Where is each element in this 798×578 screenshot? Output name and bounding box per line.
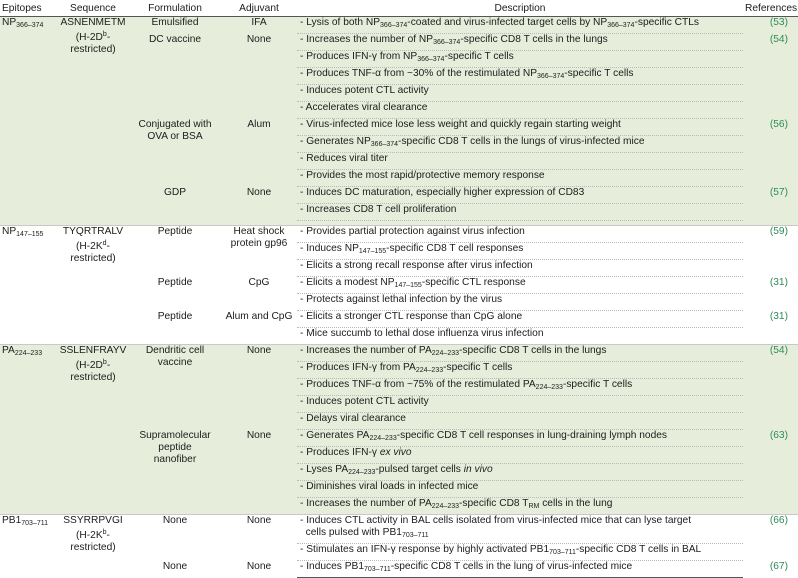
desc-sub: 224–233: [431, 350, 460, 357]
formulation-cell: Peptide: [129, 226, 221, 277]
desc-text: - Increases the number of PA: [300, 345, 432, 356]
adjuvant-cell: None: [246, 560, 272, 572]
reference-cell[interactable]: (31): [769, 310, 788, 322]
desc-text: - Induces CTL activity in BAL cells isolated from virus-infected mice that can lyse target: [300, 515, 692, 526]
adjuvant-cell: CpG: [248, 276, 270, 288]
restriction-text: (H-2K: [76, 530, 103, 541]
header-formulation: Formulation: [129, 0, 221, 17]
description-cell: [297, 447, 743, 464]
desc-text: - Produces TNF-α from ~75% of the restimulated PA: [300, 379, 536, 390]
desc-sub: 366–374: [417, 56, 445, 63]
sequence-code: TYQRTRALV: [62, 226, 124, 237]
desc-text: -specific CD8 T cells in the lungs: [460, 34, 608, 45]
formulation-cell: Peptide: [157, 276, 193, 288]
restriction-word: restricted): [70, 44, 116, 55]
formulation-cell: Peptide: [157, 310, 193, 322]
desc-text: -specific CD8 T cells in BAL: [575, 544, 702, 555]
description-cell: [297, 277, 743, 294]
restriction-dash: -: [106, 241, 110, 252]
desc-text: - Induces NP: [300, 243, 359, 254]
header-adjuvant: Adjuvant: [221, 0, 297, 17]
restriction-text: (H-2D: [75, 360, 103, 371]
description-cell: - Elicits a strong recall response after virus infection: [297, 260, 743, 277]
epitope-subscript: 147–155: [16, 231, 44, 238]
reference-link[interactable]: 63: [773, 429, 785, 441]
adjuvant-line: protein gp96: [230, 238, 288, 249]
adjuvant-cell: None: [221, 34, 297, 119]
description-cell: - Reduces viral titer: [297, 153, 743, 170]
formulation-cell: GDP: [129, 187, 221, 221]
epitope-cell: [0, 17, 57, 226]
sequence-cell: [57, 515, 129, 578]
adjuvant-line: Heat shock: [233, 226, 285, 237]
desc-text: -specific T cells: [443, 362, 513, 373]
reference-link[interactable]: 54: [773, 33, 785, 45]
desc-text: - Generates NP: [300, 136, 371, 147]
header-row: [0, 0, 798, 17]
desc-text: -specific CD8 T cells in the lungs: [459, 345, 607, 356]
formulation-line: Conjugated with: [138, 118, 212, 130]
sequence-cell: [57, 17, 129, 226]
desc-text: - Increases the number of PA: [300, 498, 432, 509]
desc-text: cells pulsed with PB1: [305, 527, 402, 538]
description-cell: - Elicits a stronger CTL response than CpG alone: [297, 311, 743, 328]
formulation-line: OVA or BSA: [147, 130, 203, 142]
sequence-cell: [57, 226, 129, 345]
desc-text: -specific T cells: [562, 379, 633, 390]
restriction-sup: b: [102, 529, 107, 536]
adjuvant-cell: Alum and CpG: [225, 310, 293, 322]
sequence-code: SSYRRPVGI: [63, 515, 123, 526]
desc-sub: 703–711: [364, 566, 391, 573]
description-cell: - Protects against lethal infection by the virus: [297, 294, 743, 311]
epitope-subscript: 703–711: [21, 520, 48, 527]
table-row: [0, 17, 798, 34]
epitope-subscript: 366–374: [16, 22, 44, 29]
desc-text: -specific CD8 T cells in the lungs of virus-infected mice: [398, 136, 645, 147]
description-cell: [297, 68, 743, 85]
desc-sub: 147–155: [358, 248, 387, 255]
restriction-sup: b: [102, 359, 107, 366]
formulation-cell: [129, 119, 221, 187]
restriction-dash: -: [106, 530, 110, 541]
description-cell: - Provides the most rapid/protective memory response: [297, 170, 743, 187]
restriction-line: [59, 238, 127, 253]
reference-cell[interactable]: (56): [743, 119, 798, 187]
desc-sub: 366–374: [433, 39, 461, 46]
formulation-line: Supramolecular: [139, 429, 211, 441]
desc-sub: 366–374: [380, 22, 408, 29]
formulation-line: vaccine: [157, 357, 193, 368]
header-references: References: [743, 0, 798, 17]
description-cell: [297, 379, 743, 396]
desc-text: - Stimulates an IFN-γ response by highly activated PB1: [300, 544, 550, 555]
desc-text: -specific CD8 T cells in the lung of virus-infected mice: [390, 561, 633, 572]
epitope-cell: [0, 345, 57, 515]
description-cell: - Provides partial protection against virus infection: [297, 226, 743, 243]
description-cell: - Virus-infected mice lose less weight and quickly regain starting weight: [297, 119, 743, 136]
desc-text: - Increases the number of NP: [300, 34, 434, 45]
restriction-word: restricted): [70, 253, 116, 264]
description-cell: [297, 561, 743, 578]
reference-link[interactable]: 53: [773, 17, 785, 28]
restriction-word: restricted): [70, 372, 116, 383]
desc-text: - Produces IFN-γ: [300, 447, 380, 458]
desc-text: - Induces PB1: [300, 561, 364, 572]
reference-cell[interactable]: (31): [769, 276, 788, 288]
epitope-name: PA: [2, 345, 15, 356]
restriction-text: (H-2K: [76, 241, 103, 252]
adjuvant-cell: IFA: [221, 17, 297, 34]
description-cell: [297, 34, 743, 51]
formulation-cell: [129, 430, 221, 515]
reference-cell[interactable]: (53): [743, 17, 798, 34]
reference-cell[interactable]: (66): [743, 515, 798, 561]
formulation-cell: None: [162, 560, 188, 572]
description-cell: [297, 136, 743, 153]
formulation-cell: Emulsified: [129, 17, 221, 34]
desc-line: [300, 527, 741, 542]
description-cell: - Diminishes viral loads in infected mice: [297, 481, 743, 498]
adjuvant-cell: None: [221, 515, 297, 561]
reference-cell[interactable]: (57): [743, 187, 798, 221]
description-cell: [297, 498, 743, 515]
description-cell: - Induces potent CTL activity: [297, 85, 743, 102]
reference-link[interactable]: 66: [773, 515, 785, 526]
epitope-subscript: 224–233: [14, 350, 43, 357]
restriction-line: [59, 357, 127, 372]
formulation-cell: None: [129, 515, 221, 561]
reference-link[interactable]: 31: [773, 276, 785, 288]
desc-sub: 366–374: [370, 141, 399, 148]
header-sequence: Sequence: [57, 0, 129, 17]
desc-sub: 366–374: [537, 73, 565, 80]
desc-sub: 224–233: [431, 503, 460, 510]
reference-cell[interactable]: (54): [743, 345, 798, 430]
desc-sub: 224–233: [415, 367, 444, 374]
restriction-text: (H-2D: [75, 32, 103, 43]
desc-text: -specific CD8 T: [459, 498, 529, 509]
description-cell: - Induces DC maturation, especially higher expression of CD83: [297, 187, 743, 204]
description-cell: [297, 464, 743, 481]
restriction-line: [59, 527, 127, 542]
epitope-cell: [0, 515, 57, 578]
epitope-name: NP: [2, 17, 17, 28]
table-row: [0, 226, 798, 243]
reference-cell[interactable]: (54): [743, 34, 798, 119]
table-row: [0, 515, 798, 544]
description-cell: - Increases CD8 T cell proliferation: [297, 204, 743, 221]
sequence-code: SSLENFRAYV: [59, 345, 127, 356]
desc-text: -pulsed target cells: [375, 464, 464, 475]
epitope-cell: [0, 226, 57, 345]
desc-text: - Elicits a modest NP: [300, 277, 395, 288]
desc-text: -specific CTLs: [634, 17, 699, 28]
description-cell: [297, 544, 743, 561]
description-cell: [297, 243, 743, 260]
description-cell: - Accelerates viral clearance: [297, 102, 743, 119]
description-cell: [297, 345, 743, 362]
reference-cell[interactable]: (63): [743, 430, 798, 515]
header-description: Description: [297, 0, 743, 17]
sequence-cell: [57, 345, 129, 515]
desc-sub: 224–233: [535, 384, 563, 391]
restriction-dash: -: [106, 32, 111, 43]
desc-text: -specific T cells: [564, 68, 634, 79]
description-cell: [297, 362, 743, 379]
desc-text: -specific CTL response: [421, 277, 526, 288]
table-row: [0, 345, 798, 362]
desc-sub: 703–711: [549, 549, 576, 556]
reference-link[interactable]: 31: [773, 310, 785, 322]
desc-sub: 224–233: [348, 469, 376, 476]
description-cell: [297, 51, 743, 68]
adjuvant-cell: [221, 226, 297, 277]
desc-text: cells in the lung: [539, 498, 613, 509]
desc-text: - Generates PA: [300, 430, 370, 441]
formulation-cell: [129, 345, 221, 430]
epitope-name: PB1: [2, 515, 22, 526]
description-cell: - Induces potent CTL activity: [297, 396, 743, 413]
desc-sub: RM: [528, 503, 540, 510]
description-cell: - Mice succumb to lethal dose influenza virus infection: [297, 328, 743, 345]
restriction-dash: -: [106, 360, 111, 371]
desc-text: - Produces TNF-α from ~30% of the restimulated NP: [300, 68, 537, 79]
desc-text: -coated and virus-infected target cells by NP: [407, 17, 608, 28]
reference-link[interactable]: 54: [773, 345, 785, 356]
desc-text: -specific CD8 T cell responses: [386, 243, 524, 254]
desc-sub: 703–711: [401, 532, 429, 539]
desc-text: - Lyses PA: [300, 464, 349, 475]
description-cell: [297, 430, 743, 447]
desc-sub: 366–374: [607, 22, 635, 29]
reference-link[interactable]: 67: [773, 560, 785, 572]
desc-text: -specific CD8 T cell responses in lung-draining lymph nodes: [396, 430, 668, 441]
description-cell: [297, 515, 743, 544]
desc-sub: 147–155: [394, 282, 422, 289]
sequence-code: ASNENMETM: [60, 17, 126, 28]
restriction-sup: b: [102, 31, 107, 38]
desc-text: -specific T cells: [444, 51, 514, 62]
desc-text: - Produces IFN-γ from PA: [300, 362, 416, 373]
adjuvant-cell: None: [221, 187, 297, 221]
desc-text: - Lysis of both NP: [300, 17, 381, 28]
restriction-sup: d: [102, 240, 107, 247]
reference-cell[interactable]: (59): [743, 226, 798, 277]
formulation-line: nanofiber: [153, 453, 197, 465]
desc-sub: 224–233: [369, 435, 397, 442]
reference-cell[interactable]: (67): [769, 560, 788, 572]
desc-italic: in vivo: [463, 464, 493, 475]
adjuvant-cell: None: [221, 430, 297, 515]
restriction-word: restricted): [70, 542, 116, 553]
description-cell: [297, 17, 743, 34]
epitope-name: NP: [2, 226, 17, 237]
formulation-line: peptide: [158, 441, 192, 453]
desc-text: - Produces IFN-γ from NP: [300, 51, 418, 62]
desc-italic: ex vivo: [379, 447, 412, 458]
formulation-cell: DC vaccine: [129, 34, 221, 119]
reference-link[interactable]: 59: [773, 226, 785, 237]
adjuvant-cell: None: [221, 345, 297, 430]
adjuvant-cell: Alum: [221, 119, 297, 187]
formulation-line: Dendritic cell: [145, 345, 205, 356]
header-epitopes: Epitopes: [0, 0, 57, 17]
restriction-line: [59, 29, 127, 44]
description-cell: - Delays viral clearance: [297, 413, 743, 430]
reference-link[interactable]: 56: [773, 118, 785, 130]
reference-link[interactable]: 57: [773, 186, 785, 198]
